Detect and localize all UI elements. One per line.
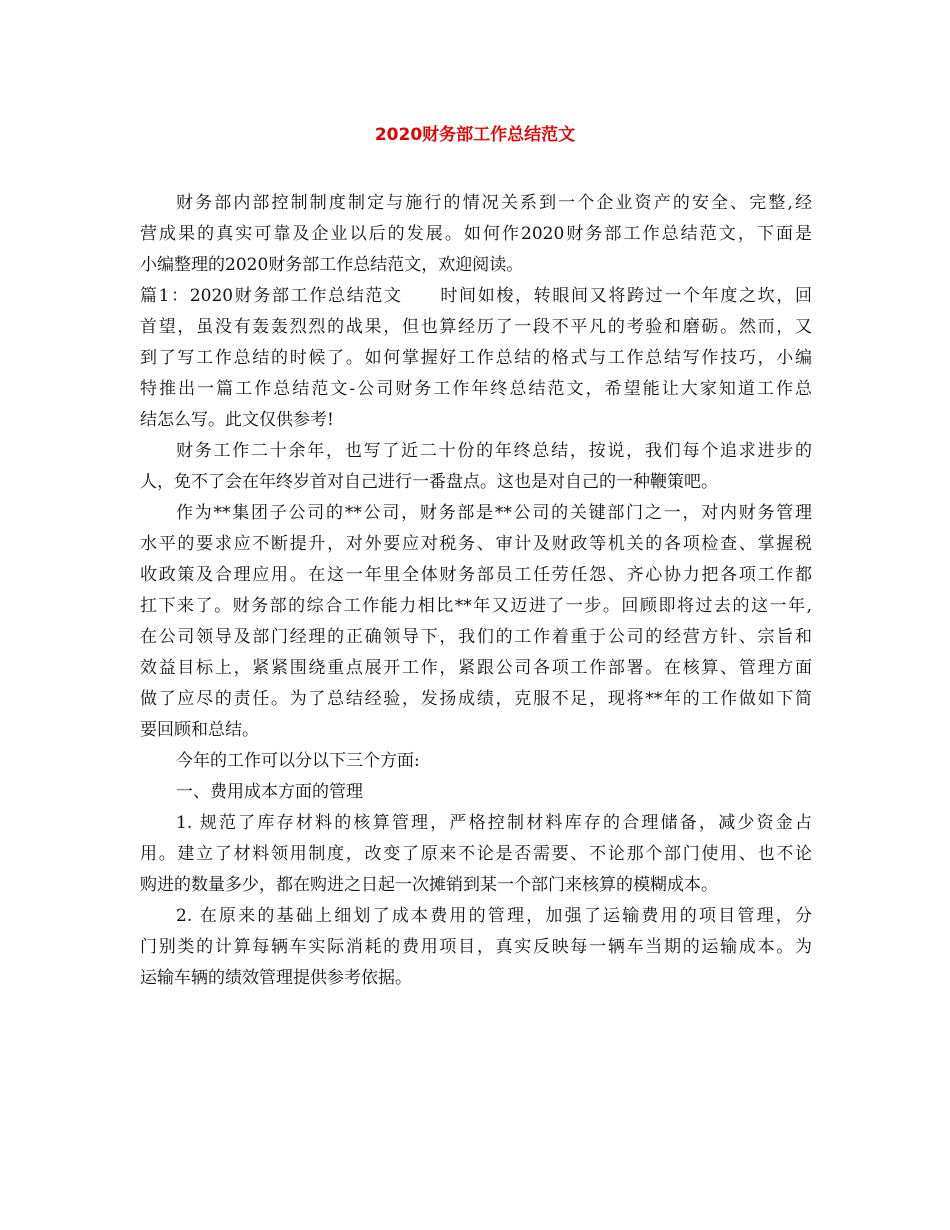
text-line: 小编整理的2020财务部工作总结范文，欢迎阅读。: [140, 255, 524, 275]
text-line: 作为**集团子公司的**公司，财务部是**公司的关键部门之一，对内财务管理: [176, 503, 812, 523]
text-line: 购进的数量多少，都在购进之日起一次摊销到某一个部门来核算的模糊成本。: [140, 875, 718, 895]
text-line: [140, 281, 812, 312]
text-line: 特推出一篇工作总结范文-公司财务工作年终总结范文，希望能让大家知道工作总: [140, 379, 812, 399]
section-heading: 篇1：2020财务部工作总结范文: [140, 286, 403, 306]
text-line: 要回顾和总结。: [140, 720, 259, 740]
text-line: 今年的工作可以分以下三个方面:: [176, 751, 420, 771]
text-line: 运输车辆的绩效管理提供参考依据。: [140, 968, 412, 988]
text-line: 在公司领导及部门经理的正确领导下，我们的工作着重于公司的经营方针、宗旨和: [140, 627, 812, 647]
text-line: 到了写工作总结的时候了。如何掌握好工作总结的格式与工作总结写作技巧，小编: [140, 348, 812, 368]
text-line: 首望，虽没有轰轰烈烈的战果，但也算经历了一段不平凡的考验和磨砺。然而，又: [140, 317, 812, 337]
document-body: [140, 188, 812, 994]
text-line: 扛下来了。财务部的综合工作能力相比**年又迈进了一步。回顾即将过去的这一年,: [140, 596, 812, 616]
text-line: 收政策及合理应用。在这一年里全体财务部员工任劳任怨、齐心协力把各项工作都: [140, 565, 812, 585]
text-line: 门别类的计算每辆车实际消耗的费用项目，真实反映每一辆车当期的运输成本。为: [140, 937, 812, 957]
text-fragment: 时间如梭，转眼间又将跨过一个年度之坎，回: [438, 286, 812, 306]
text-line: 用。建立了材料领用制度，改变了原来不论是否需要、不论那个部门使用、也不论: [140, 844, 812, 864]
text-line: 1. 规范了库存材料的核算管理，严格控制材料库存的合理储备，减少资金占: [176, 813, 812, 833]
text-line: 效益目标上，紧紧围绕重点展开工作，紧跟公司各项工作部署。在核算、管理方面: [140, 658, 812, 678]
text-line: 做了应尽的责任。为了总结经验，发扬成绩，克服不足，现将**年的工作做如下简: [140, 689, 812, 709]
text-line: 财务部内部控制制度制定与施行的情况关系到一个企业资产的安全、完整,经: [176, 193, 812, 213]
text-line: 结怎么写。此文仅供参考!: [140, 410, 334, 430]
text-line: 人，免不了会在年终岁首对自己进行一番盘点。这也是对自己的一种鞭策吧。: [140, 472, 718, 492]
document-title: 2020财务部工作总结范文: [374, 125, 576, 145]
section-heading: 一、费用成本方面的管理: [176, 782, 363, 802]
text-line: 财务工作二十余年，也写了近二十份的年终总结，按说，我们每个追求进步的: [176, 441, 812, 461]
text-line: 2. 在原来的基础上细划了成本费用的管理，加强了运输费用的项目管理，分: [176, 906, 812, 926]
text-line: 水平的要求应不断提升，对外要应对税务、审计及财政等机关的各项检查、掌握税: [140, 534, 812, 554]
text-line: 营成果的真实可靠及企业以后的发展。如何作2020财务部工作总结范文，下面是: [140, 224, 812, 244]
